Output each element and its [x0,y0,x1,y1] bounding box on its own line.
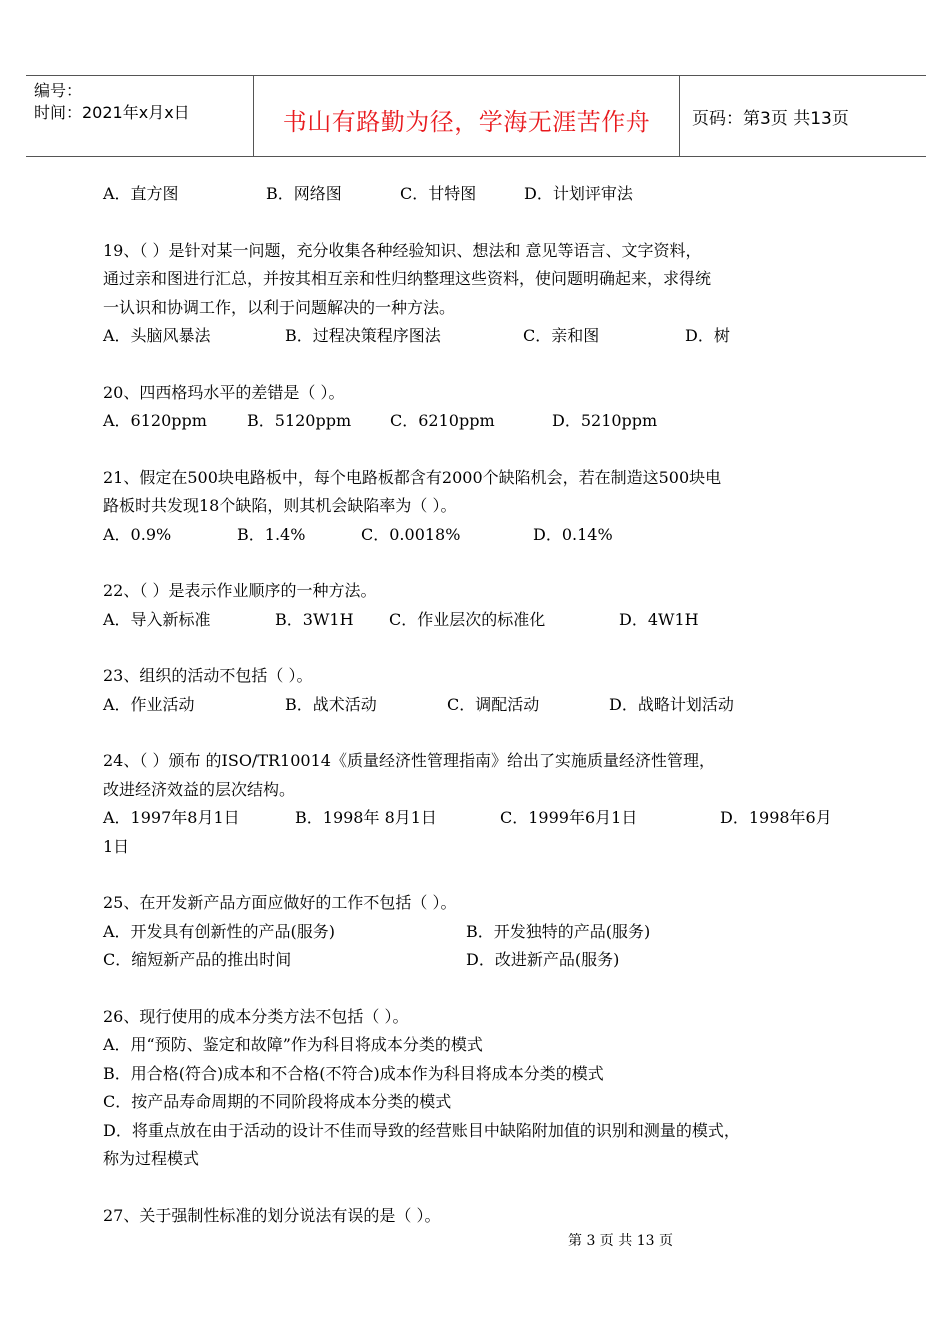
q21-options [103,521,863,550]
q25-options-row [103,918,863,947]
option: B．1998年 8月1日 [295,808,437,827]
option: D．0.14% [533,524,613,544]
option: B．网络图 [266,184,342,203]
question-22 [103,577,863,634]
page-header [26,75,926,157]
q22-options [103,606,863,635]
option: D．战略计划活动 [609,694,734,714]
header-motto: 书山有路勤为径，学海无涯苦作舟 [254,76,680,156]
question-text: 23、组织的活动不包括（ ）。 [103,666,313,685]
option: B．用合格(符合)成本和不合格(不符合)成本作为科目将成本分类的模式 [103,1063,604,1083]
option: C．作业层次的标准化 [389,609,546,629]
question-content [103,180,863,1230]
option: D．树 [685,326,730,345]
question-text: 21、假定在500块电路板中，每个电路板都含有2000个缺陷机会，若在制造这500块电 [103,467,722,487]
option: B．5120ppm [247,411,352,430]
option: D．4W1H [619,609,699,629]
question-text: 24、（ ）颁布 的ISO/TR10014《质量经济性管理指南》给出了实施质量经济性管理， [103,751,715,770]
option: D．5210ppm [552,411,658,430]
option: 称为过程模式 [103,1149,200,1168]
option: C．按产品寿命周期的不同阶段将成本分类的模式 [103,1092,452,1111]
option: B．1.4% [237,524,306,544]
option: B．战术活动 [285,694,377,714]
option: A．0.9% [103,524,172,544]
option: C．缩短新产品的推出时间 [103,950,292,969]
question-23 [103,662,863,719]
option: A．6120ppm [103,411,207,430]
q23-options [103,691,863,720]
question-text: 通过亲和图进行汇总，并按其相互亲和性归纳整理这些资料，使问题明确起来，求得统 [103,269,712,288]
question-26 [103,1003,863,1174]
question-text: 路板时共发现18个缺陷，则其机会缺陷率为（ ）。 [103,496,457,515]
option: C．调配活动 [447,694,540,714]
option: A．导入新标准 [103,609,211,629]
q24-options [103,804,863,833]
question-text: 25、在开发新产品方面应做好的工作不包括（ ）。 [103,893,457,912]
q20-options [103,407,863,436]
option: B．过程决策程序图法 [285,326,441,345]
option: A．1997年8月1日 [103,808,240,827]
option: C．0.0018% [361,524,461,544]
time-label: 时间：2021年x月x日 [34,103,190,122]
option: A．用“预防、鉴定和故障”作为科目将成本分类的模式 [103,1035,483,1054]
header-page-info: 页码：第3页 共13页 [692,108,849,129]
question-text: 20、四西格玛水平的差错是（ ）。 [103,382,345,402]
option: C．1999年6月1日 [500,808,638,827]
option: A．开发具有创新性的产品(服务) [103,921,336,941]
option: B．开发独特的产品(服务) [466,921,651,941]
option: D．改进新产品(服务) [466,950,620,969]
option: C．亲和图 [523,326,600,345]
option: C．6210ppm [390,411,495,430]
q25-options-row [103,946,863,975]
option: D．计划评审法 [524,184,633,203]
number-label: 编号： [34,81,83,100]
question-text: 19、（ ）是针对某一问题，充分收集各种经验知识、想法和 意见等语言、文字资料， [103,240,702,260]
header-left-cell [26,76,254,156]
question-text: 22、（ ）是表示作业顺序的一种方法。 [103,581,377,600]
question-24 [103,747,863,861]
question-27 [103,1202,863,1231]
question-text: 27、关于强制性标准的划分说法有误的是（ ）。 [103,1205,441,1225]
page-footer: 第 3 页 共 13 页 [568,1233,673,1249]
option: A．头脑风暴法 [103,326,211,345]
option: A．直方图 [103,184,179,203]
option-continuation: 1日 [103,836,130,856]
question-text: 一认识和协调工作，以利于问题解决的一种方法。 [103,297,456,317]
question-text: 改进经济效益的层次结构。 [103,779,296,799]
option: B．3W1H [275,609,354,629]
question-25 [103,889,863,975]
option: A．作业活动 [103,694,195,714]
question-20 [103,379,863,436]
option: D．1998年6月 [720,808,832,827]
question-21 [103,464,863,550]
q19-options [103,322,863,351]
question-19 [103,237,863,351]
option: D．将重点放在由于活动的设计不佳而导致的经营账目中缺陷附加值的识别和测量的模式， [103,1120,740,1140]
question-text: 26、现行使用的成本分类方法不包括（ ）。 [103,1006,409,1026]
option: C．甘特图 [400,184,477,203]
q18-options [103,180,863,209]
